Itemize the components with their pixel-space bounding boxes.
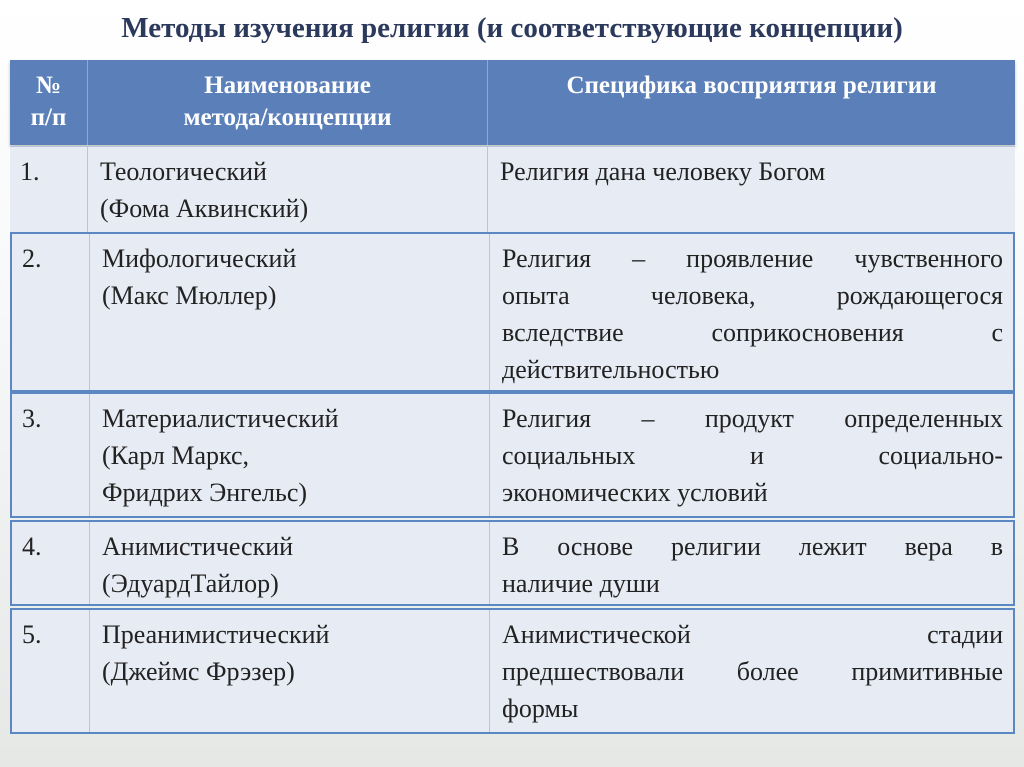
row-name-line: (ЭдуардТайлор) bbox=[102, 569, 279, 598]
row-spec-line: социальных и социально- bbox=[502, 441, 1003, 470]
row-spec bbox=[490, 394, 1017, 516]
row-spec bbox=[490, 234, 1017, 390]
header-name-line: метода/концепции bbox=[183, 104, 392, 131]
row-name bbox=[90, 522, 490, 604]
row-spec-line: опыта человека, рождающегося bbox=[502, 281, 1003, 310]
row-name-line: (Карл Маркс, bbox=[102, 441, 250, 470]
row-name bbox=[90, 234, 490, 390]
row-name-line: Фридрих Энгельс) bbox=[102, 478, 308, 507]
header-name bbox=[88, 60, 488, 145]
row-name-line: (Фома Аквинский) bbox=[100, 194, 309, 223]
row-name bbox=[90, 610, 490, 732]
row-spec-line: Анимистической стадии bbox=[502, 620, 1003, 649]
row-name bbox=[88, 147, 488, 232]
row-spec-line: В основе религии лежит вера в bbox=[502, 532, 1003, 561]
row-name-line: Мифологический bbox=[102, 244, 297, 273]
row-name-line: Анимистический bbox=[102, 532, 294, 561]
row-num: 1. bbox=[10, 147, 88, 232]
table-row bbox=[10, 146, 1015, 232]
table-row bbox=[10, 392, 1015, 518]
row-name-line: Преанимистический bbox=[102, 620, 330, 649]
header-spec: Специфика восприятия религии bbox=[566, 72, 937, 99]
header-name-line: Наименование bbox=[204, 72, 371, 99]
row-spec-line: экономических условий bbox=[502, 478, 768, 507]
header-num-line: п/п bbox=[30, 104, 67, 131]
row-spec-line: действительностью bbox=[502, 355, 720, 384]
table-header bbox=[10, 60, 1015, 145]
row-spec bbox=[490, 522, 1017, 604]
table-row bbox=[10, 520, 1015, 606]
row-num: 3. bbox=[12, 394, 90, 516]
row-spec bbox=[488, 147, 1015, 232]
row-name-line: Материалистический bbox=[102, 404, 339, 433]
header-num-line: № bbox=[35, 72, 62, 99]
row-spec-line: Религия – продукт определенных bbox=[502, 404, 1003, 433]
row-spec-line: Религия дана человеку Богом bbox=[500, 157, 826, 186]
row-num: 2. bbox=[12, 234, 90, 390]
row-spec-line: предшествовали более примитивные bbox=[502, 657, 1003, 686]
header-num bbox=[10, 60, 88, 145]
row-spec-line: формы bbox=[502, 694, 579, 723]
row-num: 5. bbox=[12, 610, 90, 732]
page-title: Методы изучения религии (и соответствующие концепции) bbox=[121, 12, 903, 44]
row-name-line: (Джеймс Фрэзер) bbox=[102, 657, 295, 686]
table-row bbox=[10, 608, 1015, 734]
row-spec bbox=[490, 610, 1017, 732]
row-name bbox=[90, 394, 490, 516]
row-spec-line: вследствие соприкосновения с bbox=[502, 318, 1003, 347]
row-name-line: Теологический bbox=[100, 157, 267, 186]
row-num: 4. bbox=[12, 522, 90, 604]
row-spec-line: наличие души bbox=[502, 569, 660, 598]
row-name-line: (Макс Мюллер) bbox=[102, 281, 277, 310]
table-row bbox=[10, 232, 1015, 392]
row-spec-line: Религия – проявление чувственного bbox=[502, 244, 1003, 273]
